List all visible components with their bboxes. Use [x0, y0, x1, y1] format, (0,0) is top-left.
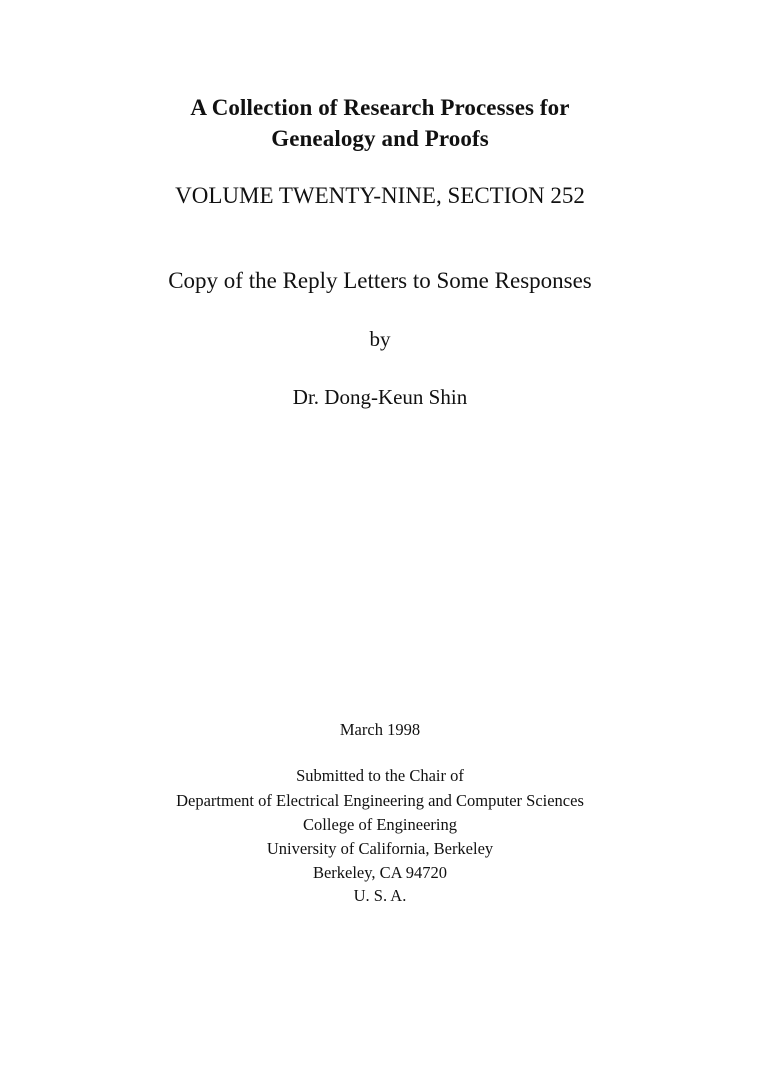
country: U. S. A. [353, 886, 407, 905]
title-line-1: A Collection of Research Processes for [190, 95, 570, 120]
title-line-2: Genealogy and Proofs [271, 126, 489, 151]
university: University of California, Berkeley [266, 839, 494, 858]
document-subject: Copy of the Reply Letters to Some Responses [168, 268, 592, 293]
college: College of Engineering [303, 815, 457, 834]
department: Department of Electrical Engineering and Computer Sciences [176, 791, 584, 810]
submitted-to: Submitted to the Chair of [296, 766, 464, 785]
author-name: Dr. Dong-Keun Shin [292, 385, 468, 409]
volume-heading: VOLUME TWENTY-NINE, SECTION 252 [175, 183, 585, 208]
date: March 1998 [339, 720, 421, 739]
byline: by [369, 327, 391, 351]
city-address: Berkeley, CA 94720 [312, 863, 448, 882]
